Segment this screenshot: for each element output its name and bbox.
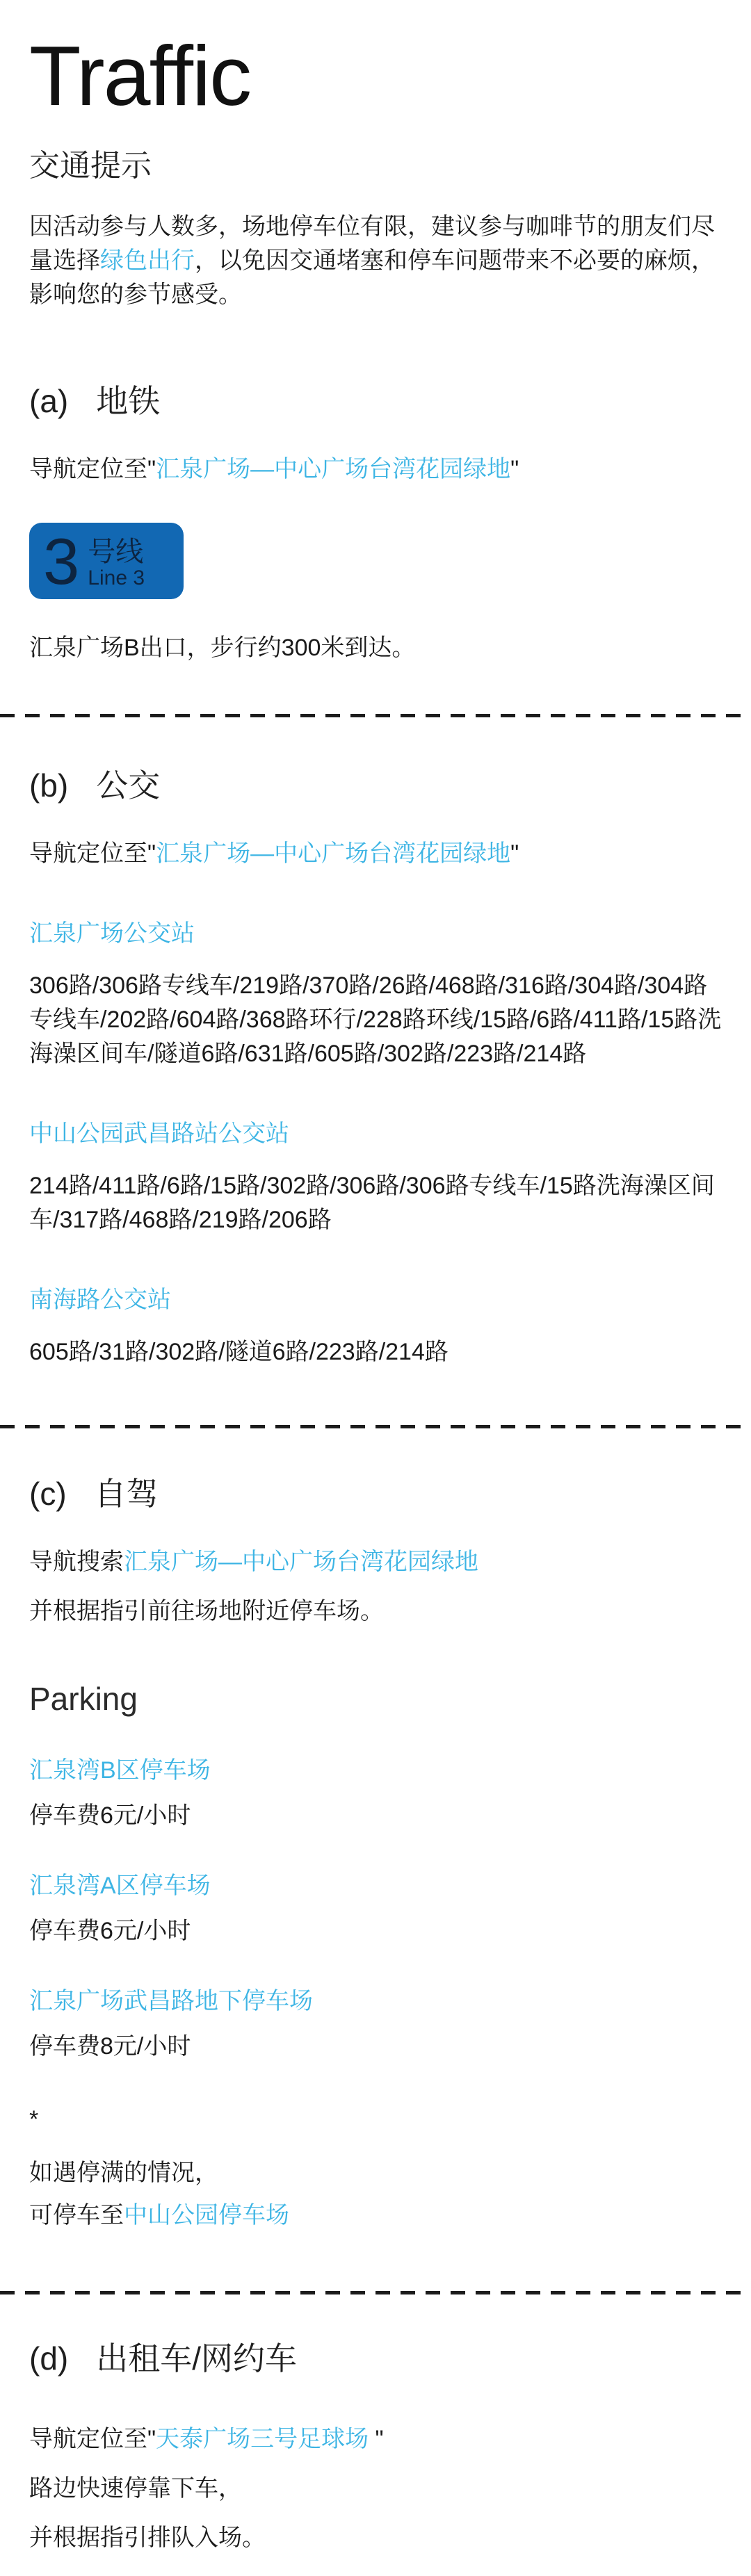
bus-destination-link[interactable]: 汇泉广场—中心广场台湾花园绿地 — [156, 840, 511, 867]
section-taxi — [0, 2294, 751, 2576]
taxi-destination-link[interactable]: 天泰广场三号足球场 — [156, 2426, 369, 2453]
parking-lot-name[interactable]: 汇泉广场武昌路地下停车场 — [29, 1988, 313, 2015]
bus-nav-suffix: " — [510, 840, 519, 867]
driving-nav-prefix: 导航搜索 — [29, 1549, 124, 1576]
bus-station-routes: 306路/306路专线车/219路/370路/26路/468路/316路/304路/304路专线车/202路/604路/368路环行/228路环线/15路/6路/411路/15路洗海澡区间车/隧道6路/631路/605路/302路/223路/214路 — [29, 972, 722, 1068]
section-label-a: (a) — [29, 383, 69, 420]
metro-line-labels — [88, 537, 145, 589]
bus-station-name[interactable]: 南海路公交站 — [29, 1287, 171, 1314]
page-title: Traffic — [29, 28, 251, 123]
section-heading-taxi — [29, 2294, 723, 2379]
bus-station-name[interactable]: 中山公园武昌路站公交站 — [29, 1120, 289, 1148]
bus-station-item — [29, 1283, 723, 1369]
parking-full-note-line1: 如遇停满的情况， — [29, 2160, 218, 2187]
parking-full-note-line2 — [29, 2199, 723, 2233]
bus-station-routes: 214路/411路/6路/15路/302路/306路/306路专线车/15路洗海澡区间车/317路/468路/219路/206路 — [29, 1173, 715, 1234]
bus-nav-prefix: 导航定位至" — [29, 840, 156, 867]
taxi-queue-note: 并根据指引排队入场。 — [29, 2525, 266, 2552]
section-heading-metro — [29, 376, 723, 422]
parking-lot-item — [29, 1984, 723, 2064]
section-label-c: (c) — [29, 1476, 67, 1513]
parking-lot-fee: 停车费6元/小时 — [29, 1918, 191, 1945]
bus-nav-line — [29, 837, 723, 871]
bus-station-name[interactable]: 汇泉广场公交站 — [29, 920, 195, 947]
taxi-dropoff-note: 路边快速停靠下车， — [29, 2475, 242, 2502]
bus-station-item — [29, 917, 723, 1071]
section-title-driving: 自驾 — [94, 1476, 159, 1513]
driving-nav-line — [29, 1545, 723, 1579]
metro-line-3-badge — [29, 523, 184, 599]
metro-line-number: 3 — [43, 524, 80, 598]
taxi-nav-prefix: 导航定位至" — [29, 2426, 156, 2453]
section-bus — [0, 717, 751, 1369]
page-subtitle: 交通提示 — [29, 149, 152, 184]
metro-nav-prefix: 导航定位至" — [29, 456, 156, 483]
metro-nav-line — [29, 453, 723, 487]
section-title-metro: 地铁 — [96, 383, 161, 420]
green-travel-link[interactable]: 绿色出行 — [100, 247, 195, 275]
parking-lot-name[interactable]: 汇泉湾A区停车场 — [29, 1873, 211, 1900]
section-driving — [0, 1428, 751, 2233]
intro-text-after: ，以免因交通堵塞和停车问题带来不必要的麻烦，影响您的参节感受。 — [29, 247, 715, 309]
bus-station-item — [29, 1117, 723, 1237]
overflow-parking-link[interactable]: 中山公园停车场 — [124, 2202, 289, 2229]
section-title-taxi: 出租车/网约车 — [96, 2340, 298, 2377]
taxi-nav-line — [29, 2422, 723, 2456]
section-heading-bus — [29, 717, 723, 806]
driving-follow-note: 并根据指引前往场地附近停车场。 — [29, 1598, 384, 1625]
section-heading-driving — [29, 1428, 723, 1515]
intro-paragraph — [29, 210, 723, 312]
section-top — [0, 0, 751, 665]
section-title-bus: 公交 — [96, 767, 161, 804]
parking-heading: Parking — [29, 1681, 138, 1718]
parking-lot-name[interactable]: 汇泉湾B区停车场 — [29, 1757, 211, 1784]
metro-walk-note: 汇泉广场B出口，步行约300米到达。 — [29, 635, 416, 662]
intro-text-before: 因活动参与人数多，场地停车位有限，建议参与咖啡节的朋友们尽量选择 — [29, 213, 715, 275]
metro-nav-suffix: " — [510, 456, 519, 483]
metro-destination-link[interactable]: 汇泉广场—中心广场台湾花园绿地 — [156, 456, 511, 483]
bus-station-routes: 605路/31路/302路/隧道6路/223路/214路 — [29, 1339, 449, 1366]
driving-destination-link[interactable]: 汇泉广场—中心广场台湾花园绿地 — [124, 1549, 478, 1576]
section-label-b: (b) — [29, 767, 69, 804]
parking-lot-fee: 停车费6元/小时 — [29, 1802, 191, 1829]
parking-lot-item — [29, 1754, 723, 1833]
metro-line-en-label: Line 3 — [88, 566, 145, 589]
parking-lot-fee: 停车费8元/小时 — [29, 2033, 191, 2060]
overflow-note-prefix: 可停车至 — [29, 2202, 124, 2229]
parking-lot-item — [29, 1869, 723, 1948]
section-label-d: (d) — [29, 2340, 69, 2377]
taxi-nav-suffix: " — [369, 2426, 384, 2453]
footnote-asterisk: * — [29, 2106, 39, 2133]
metro-line-cn-label: 号线 — [88, 536, 144, 567]
